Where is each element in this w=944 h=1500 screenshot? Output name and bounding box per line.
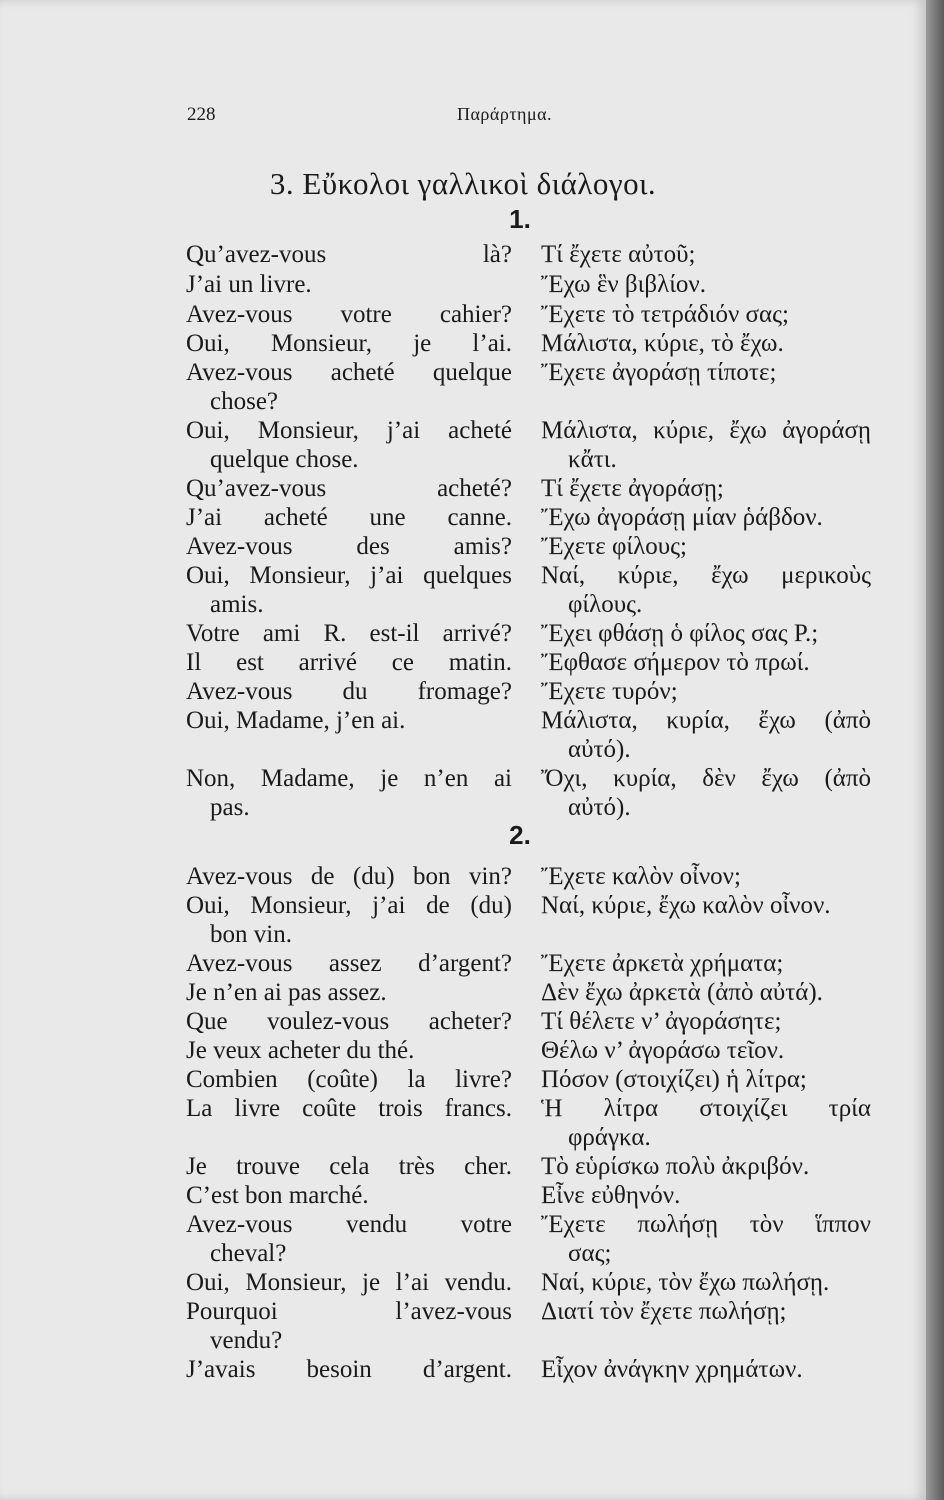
french-line: C’est bon marché. [186, 1182, 369, 1209]
greek-line: φίλους. [568, 591, 643, 618]
greek-line: αὐτό). [568, 736, 631, 763]
running-title: Παράρτημα. [457, 104, 553, 124]
french-line: Avez-vous des amis? [186, 533, 512, 560]
greek-line: Ἔχετε ἀγοράσῃ τίποτε; [541, 359, 777, 386]
french-line: J’ai acheté une canne. [186, 504, 512, 531]
greek-line: Ναί, κύριε, ἔχω μερικοὺς [541, 562, 871, 589]
greek-line: σας; [568, 1240, 612, 1267]
page-number: 228 [187, 104, 216, 125]
french-line: chose? [210, 388, 279, 415]
greek-line: Ἔχει φθάσῃ ὁ φίλος σας Ρ.; [541, 620, 819, 647]
french-line: Oui, Monsieur, je l’ai vendu. [186, 1269, 512, 1296]
french-line: Votre ami R. est-il arrivé? [186, 620, 512, 647]
french-line: J’avais besoin d’argent. [186, 1356, 512, 1383]
greek-line: Ἔχω ἀγοράσῃ μίαν ῥάβδον. [541, 504, 823, 531]
greek-line: Θέλω ν’ ἀγοράσω τεῖον. [541, 1037, 785, 1064]
french-line: Qu’avez-vous acheté? [186, 475, 512, 502]
greek-line: Τί θέλετε ν’ ἀγοράσητε; [541, 1008, 782, 1035]
greek-line: Τί ἔχετε ἀγοράσῃ; [541, 475, 724, 502]
french-line: cheval? [210, 1240, 287, 1267]
greek-line: φράγκα. [568, 1124, 651, 1151]
french-line: amis. [210, 591, 264, 618]
french-line: Pourquoi l’avez-vous [186, 1298, 512, 1325]
french-line: J’ai un livre. [186, 271, 312, 298]
greek-line: Ἔχω ἓν βιβλίον. [541, 271, 706, 298]
french-line: Je n’en ai pas assez. [186, 979, 387, 1006]
greek-line: Δὲν ἔχω ἀρκετὰ (ἀπὸ αὐτά). [541, 979, 823, 1006]
french-line: Oui, Monsieur, j’ai acheté [186, 417, 512, 444]
french-line: Avez-vous acheté quelque [186, 359, 512, 386]
greek-line: Τί ἔχετε αὐτοῦ; [541, 241, 696, 268]
greek-line: Ἔχετε πωλήσῃ τὸν ἵππον [541, 1211, 871, 1238]
french-line: Avez-vous du fromage? [186, 678, 512, 705]
greek-line: Μάλιστα, κύριε, τὸ ἔχω. [541, 330, 784, 357]
french-line: vendu? [210, 1327, 283, 1354]
greek-line: Μάλιστα, κυρία, ἔχω (ἀπὸ [541, 707, 871, 734]
greek-line: Ἔχετε φίλους; [541, 533, 687, 560]
french-line: Que voulez-vous acheter? [186, 1008, 512, 1035]
greek-line: Ναί, κύριε, ἔχω καλὸν οἶνον. [541, 892, 831, 919]
french-line: Avez-vous assez d’argent? [186, 950, 512, 977]
french-line: Je trouve cela très cher. [186, 1153, 512, 1180]
greek-line: αὐτό). [568, 794, 631, 821]
greek-line: Ἔχετε τυρόν; [541, 678, 678, 705]
french-line: pas. [210, 794, 250, 821]
french-line: Avez-vous votre cahier? [186, 301, 512, 328]
french-line: Je veux acheter du thé. [186, 1037, 415, 1064]
french-line: Avez-vous de (du) bon vin? [186, 863, 512, 890]
french-line: Avez-vous vendu votre [186, 1211, 512, 1238]
page-edge-shadow [926, 0, 944, 1500]
french-line: Il est arrivé ce matin. [186, 649, 512, 676]
french-line: Combien (coûte) la livre? [186, 1066, 512, 1093]
section-title: 3. Εὔκολοι γαλλικοὶ διάλογοι. [269, 166, 657, 201]
french-line: La livre coûte trois francs. [186, 1095, 512, 1122]
dialogue-number-2: 2. [509, 820, 531, 850]
greek-line: Ἔφθασε σήμερον τὸ πρωί. [541, 649, 810, 676]
greek-line: Πόσον (στοιχίζει) ἡ λίτρα; [541, 1066, 807, 1093]
dialogue-number-1: 1. [509, 204, 531, 234]
greek-line: Ὄχι, κυρία, δὲν ἔχω (ἀπὸ [541, 765, 871, 792]
french-line: Non, Madame, je n’en ai [186, 765, 512, 792]
greek-line: Μάλιστα, κύριε, ἔχω ἀγοράσῃ [541, 417, 871, 444]
french-line: Qu’avez-vous là? [186, 241, 512, 268]
greek-line: Εἶνε εὐθηνόν. [541, 1182, 681, 1209]
greek-line: Ἔχετε καλὸν οἶνον; [541, 863, 741, 890]
page-header [187, 104, 867, 134]
greek-line: Ἔχετε ἀρκετὰ χρήματα; [541, 950, 784, 977]
greek-line: Ναί, κύριε, τὸν ἔχω πωλήσῃ. [541, 1269, 830, 1296]
french-line: quelque chose. [210, 446, 359, 473]
greek-line: Τὸ εὑρίσκω πολὺ ἀκριβόν. [541, 1153, 810, 1180]
greek-line: Ἡ λίτρα στοιχίζει τρία [541, 1095, 871, 1122]
french-line: Oui, Monsieur, j’ai de (du) [186, 892, 512, 919]
greek-line: Ἔχετε τὸ τετράδιόν σας; [541, 301, 789, 328]
greek-line: Διατί τὸν ἔχετε πωλήσῃ; [541, 1298, 787, 1325]
french-line: Oui, Monsieur, je l’ai. [186, 330, 512, 357]
french-line: Oui, Madame, j’en ai. [186, 707, 406, 734]
greek-line: κἄτι. [568, 446, 617, 473]
french-line: bon vin. [210, 921, 292, 948]
greek-line: Εἶχον ἀνάγκην χρημάτων. [541, 1356, 803, 1383]
french-line: Oui, Monsieur, j’ai quelques [186, 562, 512, 589]
